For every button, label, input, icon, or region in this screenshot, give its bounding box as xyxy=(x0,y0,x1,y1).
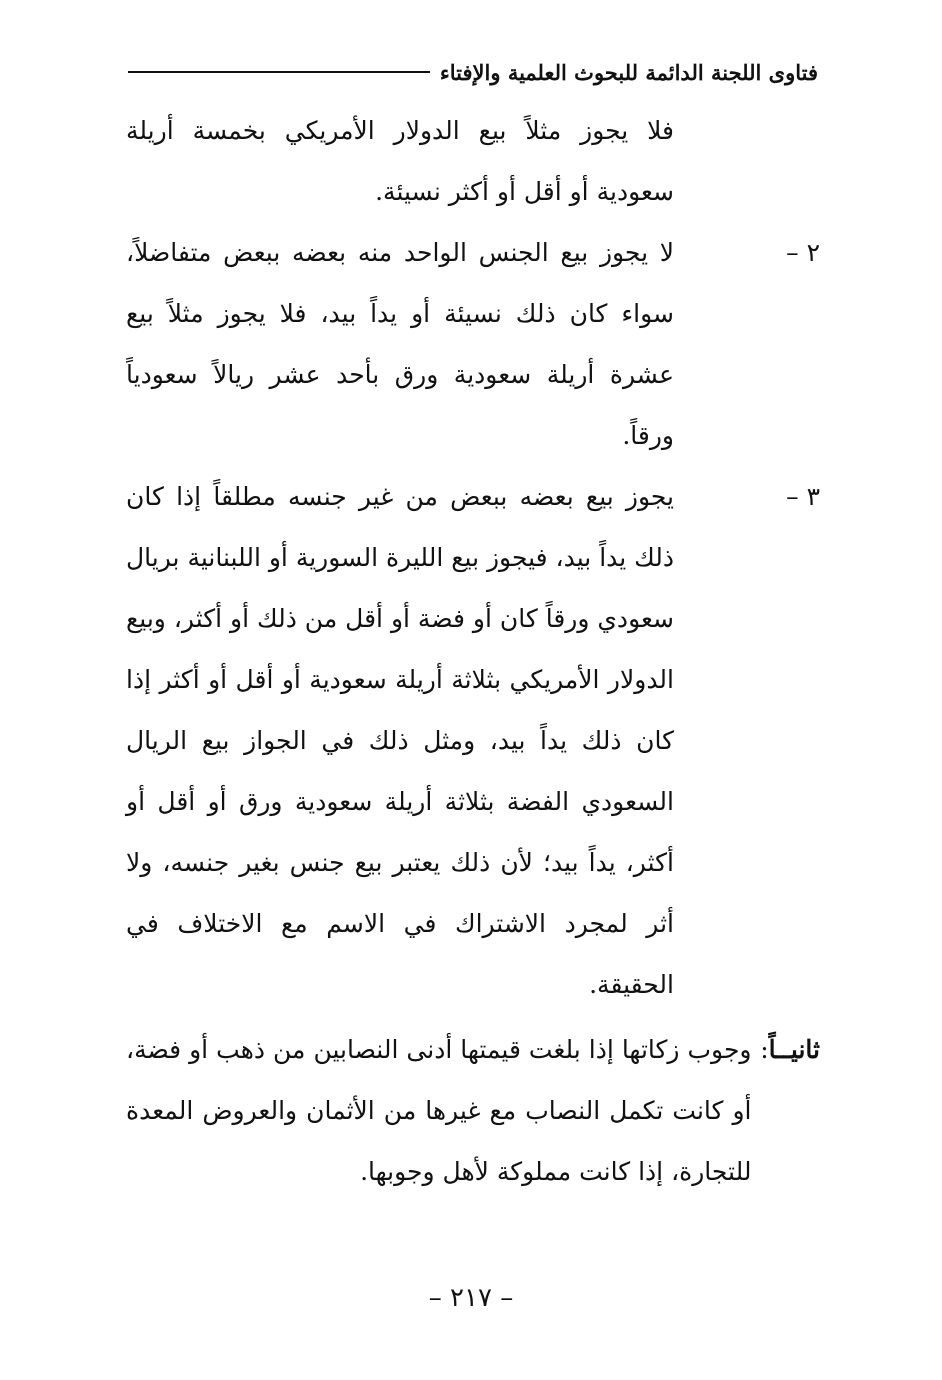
list-item-number: ٣ – xyxy=(786,482,820,511)
list-item-text: يجوز بيع بعضه ببعض من غير جنسه مطلقاً إذا كان ذلك يداً بيد، فيجوز بيع الليرة السورية أو اللبنانية بريال سعودي ورقاً كان أو فضة أو أقل من ذلك أو أكثر، وبيع الدولار الأمريكي بثلاثة أريلة سعودية أو أقل أو أكثر إذا كان ذلك يداً بيد، ومثل ذلك في الجواز بيع الريال السعودي الفضة بثلاثة أريلة سعودية ورق أو أقل أو أكثر، يداً بيد؛ لأن ذلك يعتبر بيع جنس بغير جنسه، ولا أثر لمجرد الاشتراك في الاسم مع الاختلاف في الحقيقة. xyxy=(126,482,674,999)
section-second xyxy=(126,1019,820,1202)
list-item-number: ٢ – xyxy=(786,238,820,267)
main-text xyxy=(126,100,820,1202)
section-text: وجوب زكاتها إذا بلغت قيمتها أدنى النصابين من ذهب أو فضة، أو كانت تكمل النصاب مع غيرها من الأثمان والعروض المعدة للتجارة، إذا كانت مملوكة لأهل وجوبها. xyxy=(126,1035,752,1186)
header-rule xyxy=(128,71,430,73)
section-label-text: ثانيــاً xyxy=(768,1035,820,1064)
section-label xyxy=(752,1019,821,1202)
page-number: – ٢١٧ – xyxy=(428,1283,514,1313)
list-item-text: لا يجوز بيع الجنس الواحد منه بعضه ببعض متفاضلاً، سواء كان ذلك نسيئة أو يداً بيد، فلا يجوز مثلاً بيع عشرة أريلة سعودية ورق بأحد عشر ريالاً سعودياً ورقاً. xyxy=(126,238,674,450)
header-title: فتاوى اللجنة الدائمة للبحوث العلمية والإفتاء xyxy=(439,59,818,85)
intro-paragraph: فلا يجوز مثلاً بيع الدولار الأمريكي بخمسة أريلة سعودية أو أقل أو أكثر نسيئة. xyxy=(126,116,674,206)
running-header xyxy=(128,52,818,92)
list-item-3 xyxy=(126,466,820,1015)
section-label-colon: : xyxy=(760,1035,769,1064)
list-item-2 xyxy=(126,222,820,466)
